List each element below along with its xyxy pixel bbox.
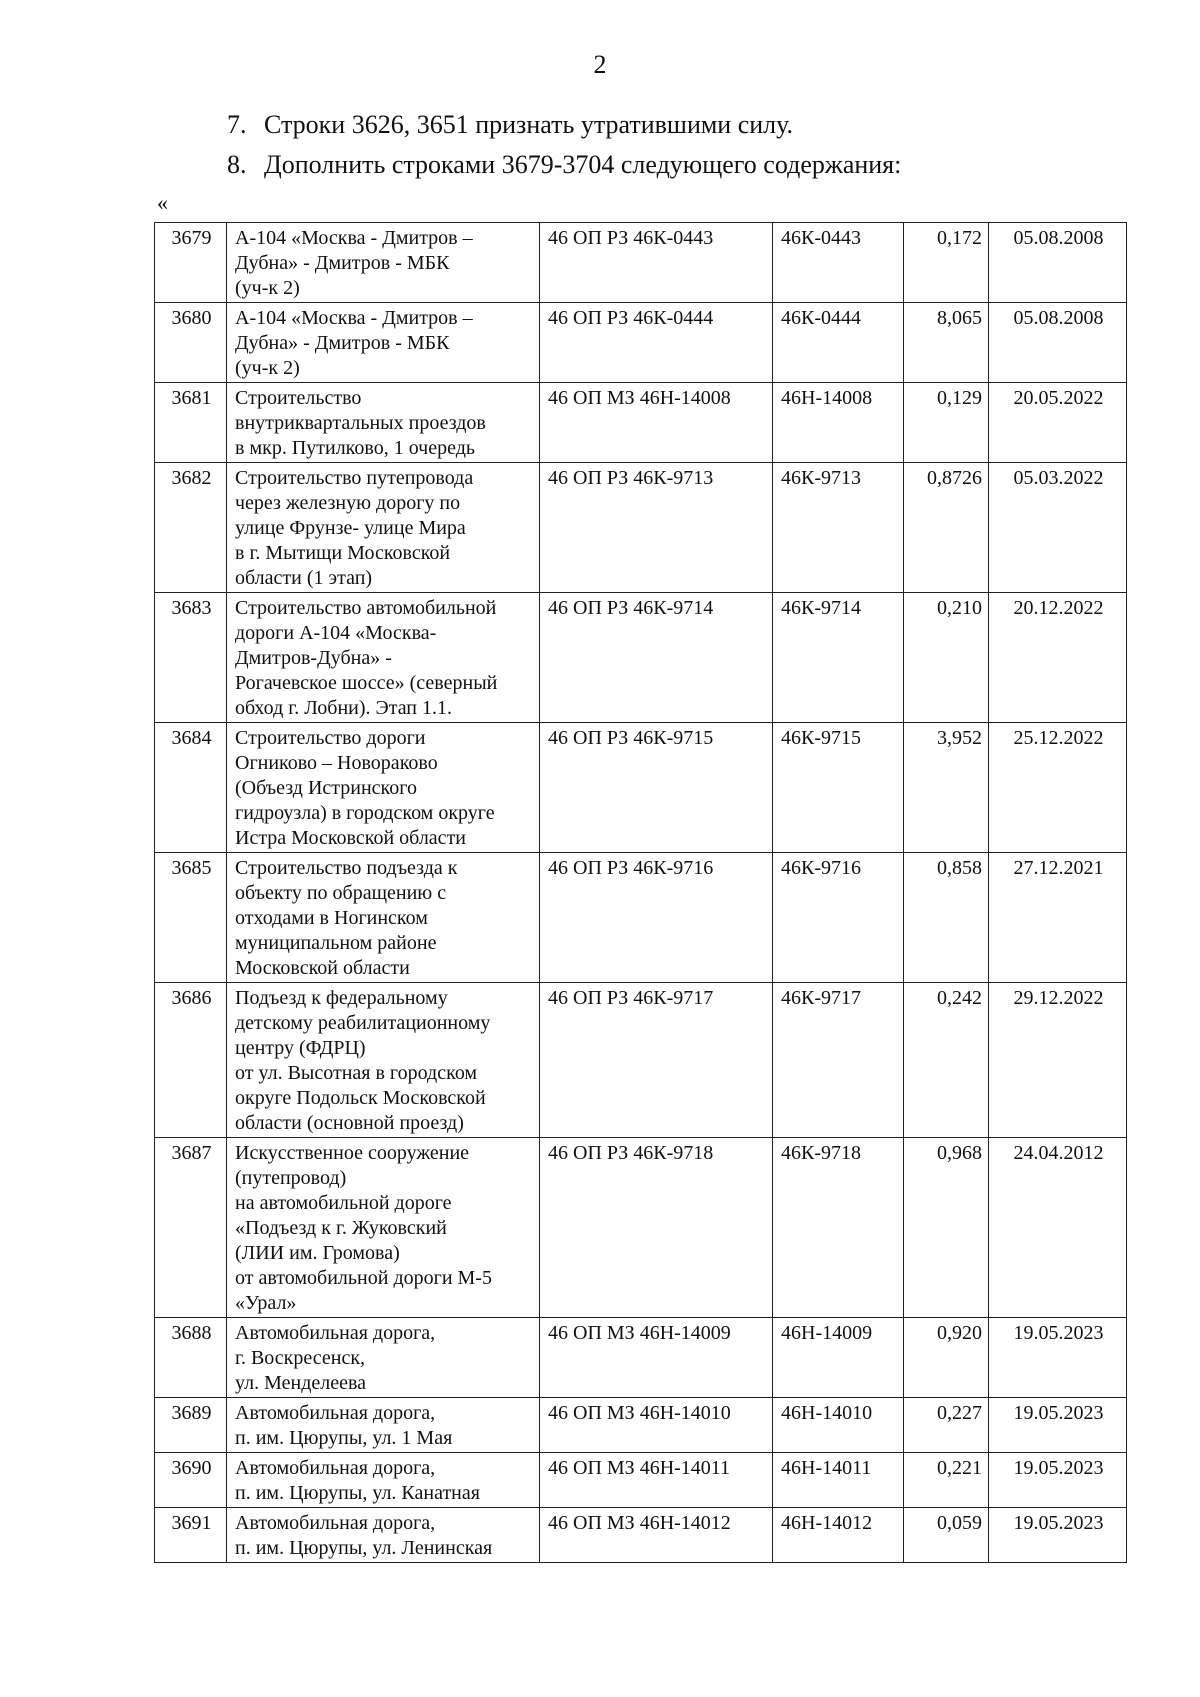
road-name-cell: Автомобильная дорога, г. Воскресенск, ул. Менделеева [227, 1318, 540, 1398]
paragraph-7-number: 7. [227, 110, 247, 139]
road-id-cell: 46 ОП РЗ 46К-9715 [540, 723, 773, 853]
row-number-cell: 3684 [155, 723, 227, 853]
road-length-cell: 0,968 [904, 1138, 989, 1318]
road-name-cell: Подъезд к федеральному детскому реабилитационному центру (ФДРЦ) от ул. Высотная в городском округе Подольск Московской области (основной проезд) [227, 983, 540, 1138]
road-length-cell: 0,920 [904, 1318, 989, 1398]
road-id-cell: 46 ОП РЗ 46К-0443 [540, 223, 773, 303]
road-id-cell: 46 ОП МЗ 46Н-14010 [540, 1398, 773, 1453]
date-cell: 05.03.2022 [989, 463, 1127, 593]
road-id-cell: 46 ОП РЗ 46К-9716 [540, 853, 773, 983]
table-row [155, 1398, 1127, 1453]
road-code-cell: 46К-0444 [773, 303, 904, 383]
row-number-cell: 3682 [155, 463, 227, 593]
road-code-cell: 46Н-14008 [773, 383, 904, 463]
table-row [155, 983, 1127, 1138]
road-length-cell: 0,8726 [904, 463, 989, 593]
road-name-cell: Строительство путепровода через железную дорогу по улице Фрунзе- улице Мира в г. Мытищи Московской области (1 этап) [227, 463, 540, 593]
row-number-cell: 3691 [155, 1508, 227, 1563]
paragraph-7-text: Строки 3626, 3651 признать утратившими силу. [264, 110, 794, 139]
date-cell: 19.05.2023 [989, 1398, 1127, 1453]
table-row [155, 1453, 1127, 1508]
road-name-cell: Строительство подъезда к объекту по обращению с отходами в Ногинском муниципальном районе Московской области [227, 853, 540, 983]
date-cell: 29.12.2022 [989, 983, 1127, 1138]
table-row [155, 723, 1127, 853]
paragraph-8-number: 8. [227, 150, 247, 179]
road-id-cell: 46 ОП РЗ 46К-9713 [540, 463, 773, 593]
page-number: 2 [593, 50, 607, 79]
road-code-cell: 46К-9718 [773, 1138, 904, 1318]
row-number-cell: 3687 [155, 1138, 227, 1318]
road-name-cell: Искусственное сооружение (путепровод) на автомобильной дороге «Подъезд к г. Жуковский (ЛИИ им. Громова) от автомобильной дороги М-5 «Урал» [227, 1138, 540, 1318]
road-length-cell: 0,227 [904, 1398, 989, 1453]
road-length-cell: 0,059 [904, 1508, 989, 1563]
date-cell: 20.12.2022 [989, 593, 1127, 723]
table-row [155, 1508, 1127, 1563]
date-cell: 24.04.2012 [989, 1138, 1127, 1318]
road-code-cell: 46К-9714 [773, 593, 904, 723]
date-cell: 19.05.2023 [989, 1508, 1127, 1563]
road-length-cell: 0,858 [904, 853, 989, 983]
road-id-cell: 46 ОП МЗ 46Н-14008 [540, 383, 773, 463]
road-length-cell: 0,172 [904, 223, 989, 303]
road-code-cell: 46К-9713 [773, 463, 904, 593]
table-row [155, 853, 1127, 983]
row-number-cell: 3680 [155, 303, 227, 383]
road-name-cell: Строительство автомобильной дороги А-104 «Москва- Дмитров-Дубна» - Рогачевское шоссе» (северный обход г. Лобни). Этап 1.1. [227, 593, 540, 723]
row-number-cell: 3679 [155, 223, 227, 303]
road-id-cell: 46 ОП МЗ 46Н-14012 [540, 1508, 773, 1563]
table-row [155, 223, 1127, 303]
road-code-cell: 46Н-14009 [773, 1318, 904, 1398]
row-number-cell: 3690 [155, 1453, 227, 1508]
date-cell: 27.12.2021 [989, 853, 1127, 983]
road-id-cell: 46 ОП РЗ 46К-9718 [540, 1138, 773, 1318]
road-code-cell: 46Н-14011 [773, 1453, 904, 1508]
road-length-cell: 0,242 [904, 983, 989, 1138]
paragraph-8-text: Дополнить строками 3679-3704 следующего содержания: [264, 150, 902, 179]
opening-quote-mark: « [157, 190, 168, 215]
date-cell: 19.05.2023 [989, 1453, 1127, 1508]
row-number-cell: 3686 [155, 983, 227, 1138]
road-name-cell: Автомобильная дорога, п. им. Цюрупы, ул. Ленинская [227, 1508, 540, 1563]
date-cell: 25.12.2022 [989, 723, 1127, 853]
road-id-cell: 46 ОП РЗ 46К-9717 [540, 983, 773, 1138]
road-id-cell: 46 ОП МЗ 46Н-14011 [540, 1453, 773, 1508]
paragraph-7 [227, 110, 793, 140]
row-number-cell: 3681 [155, 383, 227, 463]
road-length-cell: 8,065 [904, 303, 989, 383]
row-number-cell: 3683 [155, 593, 227, 723]
row-number-cell: 3685 [155, 853, 227, 983]
row-number-cell: 3689 [155, 1398, 227, 1453]
date-cell: 05.08.2008 [989, 303, 1127, 383]
road-code-cell: 46Н-14010 [773, 1398, 904, 1453]
road-length-cell: 0,221 [904, 1453, 989, 1508]
road-id-cell: 46 ОП МЗ 46Н-14009 [540, 1318, 773, 1398]
roads-table [154, 222, 1127, 1563]
table-row [155, 1318, 1127, 1398]
road-id-cell: 46 ОП РЗ 46К-9714 [540, 593, 773, 723]
road-name-cell: А-104 «Москва - Дмитров – Дубна» - Дмитров - МБК (уч-к 2) [227, 303, 540, 383]
table-row [155, 593, 1127, 723]
paragraph-8 [227, 150, 901, 180]
road-code-cell: 46К-9715 [773, 723, 904, 853]
road-length-cell: 0,129 [904, 383, 989, 463]
road-name-cell: Автомобильная дорога, п. им. Цюрупы, ул. Канатная [227, 1453, 540, 1508]
table-row [155, 383, 1127, 463]
road-name-cell: Строительство внутриквартальных проездов в мкр. Путилково, 1 очередь [227, 383, 540, 463]
road-code-cell: 46К-0443 [773, 223, 904, 303]
road-code-cell: 46К-9716 [773, 853, 904, 983]
table-row [155, 303, 1127, 383]
road-name-cell: А-104 «Москва - Дмитров – Дубна» - Дмитров - МБК (уч-к 2) [227, 223, 540, 303]
road-name-cell: Строительство дороги Огниково – Новораково (Объезд Истринского гидроузла) в городском округе Истра Московской области [227, 723, 540, 853]
table-row [155, 463, 1127, 593]
date-cell: 19.05.2023 [989, 1318, 1127, 1398]
road-code-cell: 46Н-14012 [773, 1508, 904, 1563]
row-number-cell: 3688 [155, 1318, 227, 1398]
table-row [155, 1138, 1127, 1318]
road-name-cell: Автомобильная дорога, п. им. Цюрупы, ул. 1 Мая [227, 1398, 540, 1453]
date-cell: 05.08.2008 [989, 223, 1127, 303]
date-cell: 20.05.2022 [989, 383, 1127, 463]
road-code-cell: 46К-9717 [773, 983, 904, 1138]
road-id-cell: 46 ОП РЗ 46К-0444 [540, 303, 773, 383]
road-length-cell: 3,952 [904, 723, 989, 853]
road-length-cell: 0,210 [904, 593, 989, 723]
